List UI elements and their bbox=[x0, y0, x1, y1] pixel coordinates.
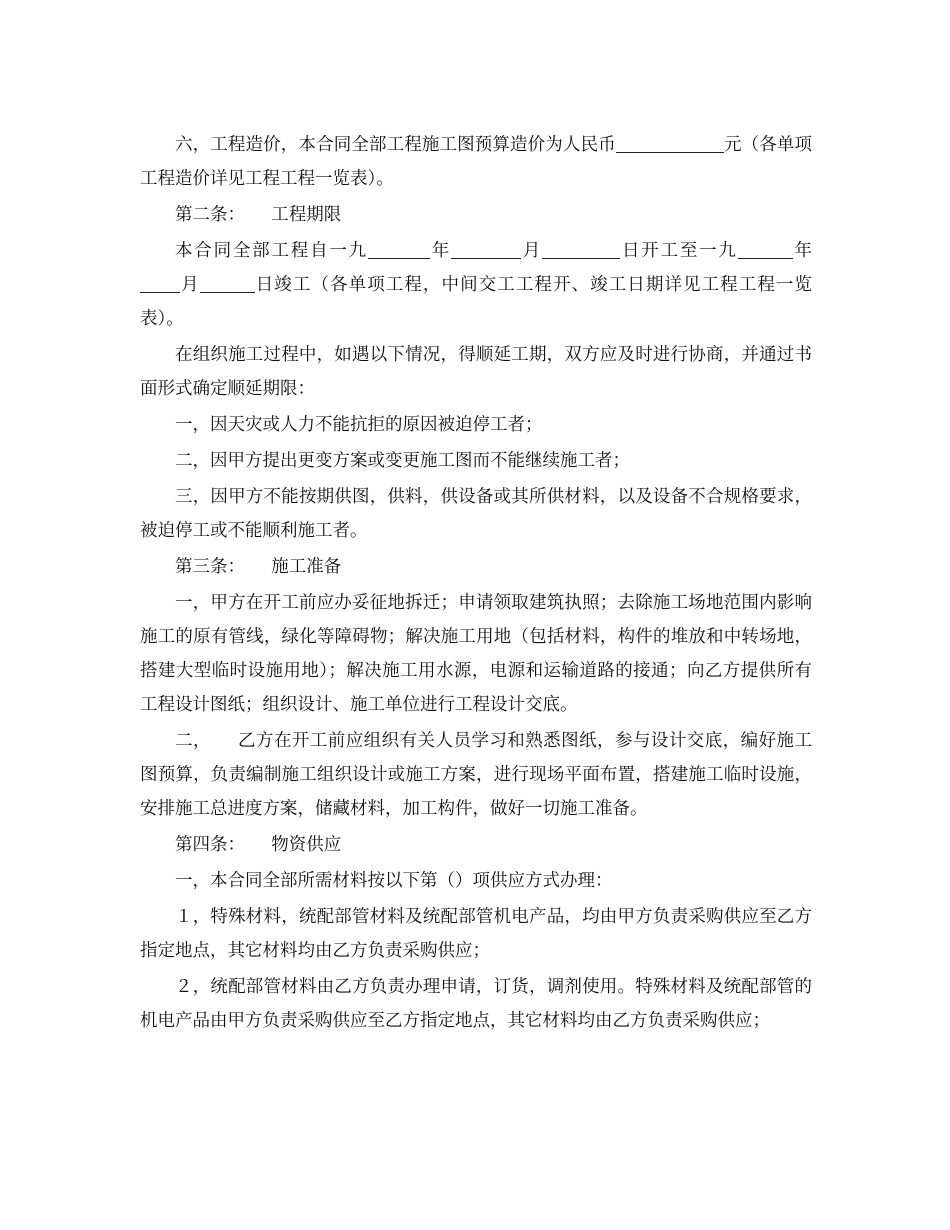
start-year-blank bbox=[368, 239, 430, 258]
period-month-label: 月 bbox=[521, 241, 543, 261]
extension-item-1: 一，因天灾或人力不能抗拒的原因被迫停工者； bbox=[175, 415, 543, 435]
article-2-heading: 第二条： 工程期限 bbox=[175, 205, 342, 225]
period-start-to-end: 日开工至一九 bbox=[620, 241, 738, 261]
period-year-label: 年 bbox=[429, 241, 452, 261]
cost-amount-blank bbox=[616, 133, 724, 152]
start-month-blank bbox=[451, 239, 521, 258]
supply-option-1: １，特殊材料，统配部管材料及统配部管机电产品，均由甲方负责采购供应至乙方指定地点，其它材料均由乙方负责采购供应； bbox=[140, 907, 812, 961]
end-month-blank bbox=[140, 273, 180, 292]
start-day-blank bbox=[542, 239, 620, 258]
paragraph-extension-conditions: 在组织施工过程中，如遇以下情况，得顺延工期，双方应及时进行协商，并通过书面形式确定顺延期限： bbox=[140, 345, 812, 399]
document-body bbox=[140, 128, 812, 1040]
cost-text-after-blank: 元（各单项工程造价详见工程工程一览表）。 bbox=[140, 135, 813, 189]
preparation-item-2: 二， 乙方在开工前应组织有关人员学习和熟悉图纸，参与设计交底，编好施工图预算，负责编制施工组织设计或施工方案，进行现场平面布置，搭建施工临时设施，安排施工总进度方案，储藏材料，加工构件，做好一切施工准备。 bbox=[140, 731, 812, 819]
end-year-blank bbox=[738, 239, 793, 258]
extension-item-3: 三，因甲方不能按期供图，供料，供设备或其所供材料，以及设备不合规格要求，被迫停工或不能顺利施工者。 bbox=[140, 487, 812, 541]
cost-text-before-blank: 六，工程造价，本合同全部工程施工图预算造价为人民币 bbox=[175, 135, 616, 155]
period-end-month-label: 月 bbox=[180, 275, 200, 295]
end-day-blank bbox=[200, 273, 255, 292]
supply-intro: 一，本合同全部所需材料按以下第（）项供应方式办理： bbox=[175, 871, 613, 891]
period-text-end: 日竣工（各单项工程，中间交工工程开、竣工日期详见工程工程一览表）。 bbox=[140, 275, 812, 329]
paragraph-construction-period bbox=[140, 234, 812, 336]
supply-option-2: ２，统配部管材料由乙方负责办理申请，订货，调剂使用。特殊材料及统配部管的机电产品由甲方负责采购供应至乙方指定地点，其它材料均由乙方负责采购供应； bbox=[140, 977, 812, 1031]
article-4-heading: 第四条： 物资供应 bbox=[175, 835, 342, 855]
paragraph-project-cost bbox=[140, 128, 812, 196]
period-end-year-label: 年 bbox=[792, 241, 813, 261]
preparation-item-1: 一，甲方在开工前应办妥征地拆迁；申请领取建筑执照；去除施工场地范围内影响施工的原有管线，绿化等障碍物；解决施工用地（包括材料，构件的堆放和中转场地，搭建大型临时设施用地）；解决施工用水源，电源和运输道路的接通；向乙方提供所有工程设计图纸；组织设计、施工单位进行工程设计交底。 bbox=[140, 593, 812, 715]
period-text-start: 本合同全部工程自一九 bbox=[175, 241, 368, 261]
extension-item-2: 二，因甲方提出更变方案或变更施工图而不能继续施工者； bbox=[175, 451, 630, 471]
article-3-heading: 第三条： 施工准备 bbox=[175, 557, 342, 577]
